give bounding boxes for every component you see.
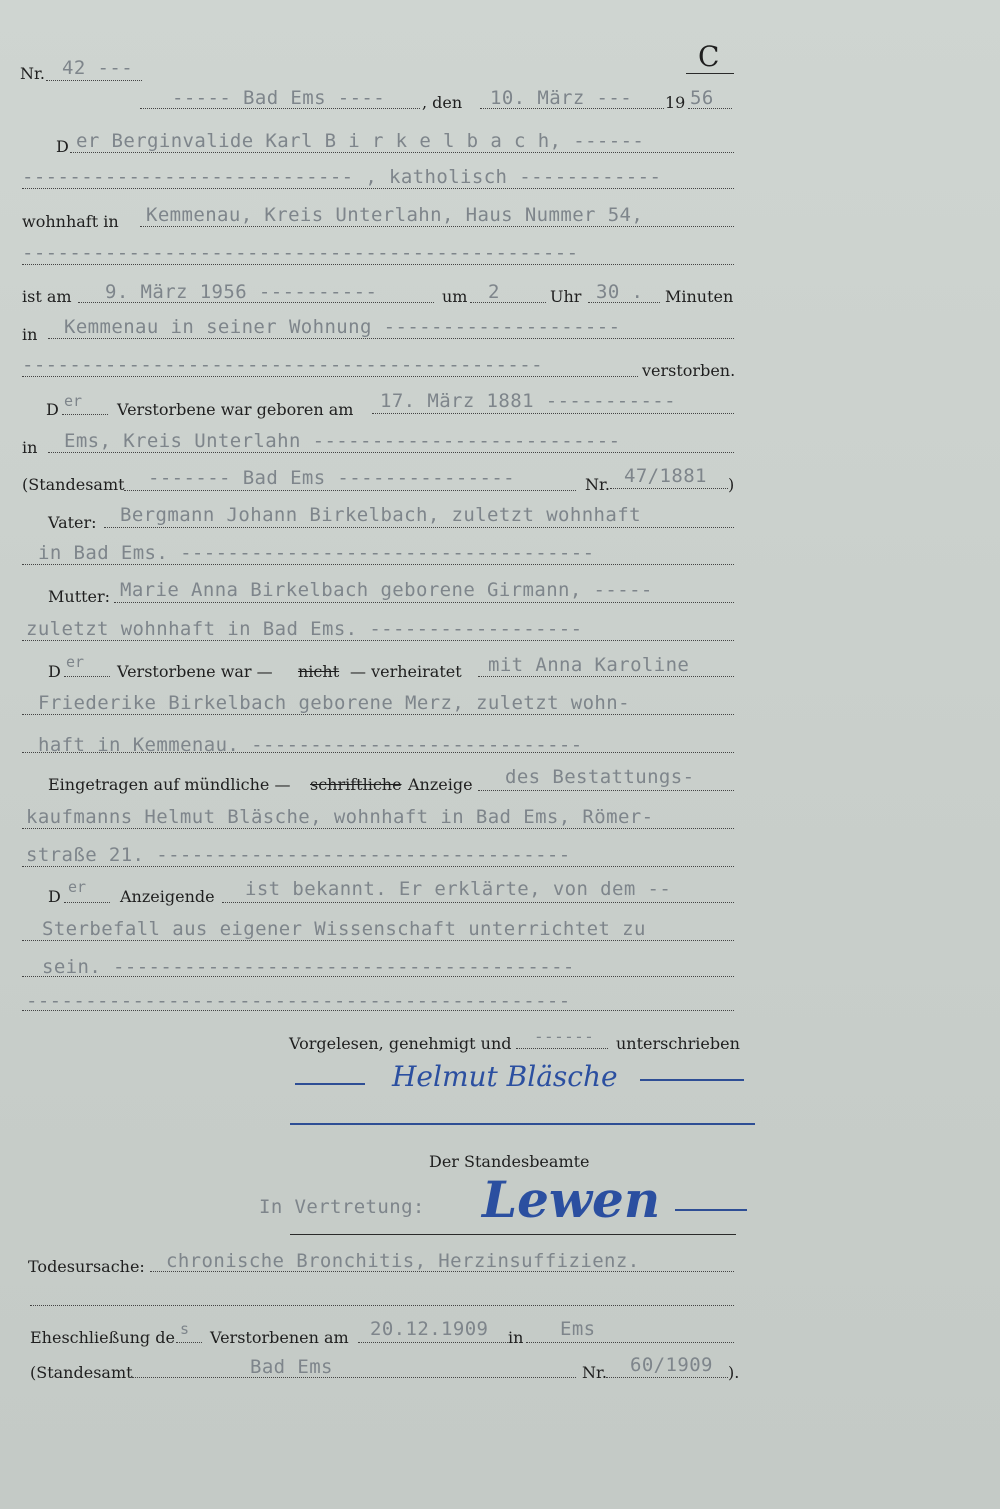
gender-suffix: er <box>64 392 83 410</box>
signature-stroke <box>295 1083 365 1085</box>
dotted-line <box>62 414 108 415</box>
dotted-line <box>222 902 734 903</box>
dotted-line <box>22 752 734 753</box>
birth-date: 17. März 1881 ----------- <box>380 390 676 412</box>
report-label-b: Anzeige <box>408 775 473 794</box>
cause-of-death: chronische Bronchitis, Herzinsuffizienz. <box>166 1250 640 1272</box>
dotted-line <box>688 108 732 109</box>
deceased-intro: er Berginvalide Karl B i r k e l b a c h, ------ <box>76 130 645 152</box>
dotted-line <box>30 1305 734 1306</box>
signature-line <box>290 1234 736 1235</box>
cause-label: Todesursache: <box>28 1257 145 1276</box>
dotted-line <box>22 376 638 377</box>
um-label: um <box>442 287 468 306</box>
residence: Kemmenau, Kreis Unterlahn, Haus Nummer 54, <box>146 204 644 226</box>
struck-nicht: nicht <box>298 662 340 681</box>
dotted-line <box>48 338 734 339</box>
father-line1: Bergmann Johann Birkelbach, zuletzt wohnhaft <box>120 504 641 526</box>
vorgelesen-label-a: Vorgelesen, genehmigt und <box>289 1034 512 1053</box>
struck-schriftliche: schriftliche <box>310 775 402 794</box>
official-label: Der Standesbeamte <box>429 1152 590 1171</box>
mother-line2: zuletzt wohnhaft in Bad Ems. ------------------ <box>26 618 583 640</box>
signature-stroke <box>675 1209 747 1211</box>
year-suffix: 56 <box>690 87 714 109</box>
dotted-line <box>610 488 728 489</box>
uhr-label: Uhr <box>550 287 582 306</box>
official-signature: Lewen <box>482 1170 661 1229</box>
dotted-line <box>22 828 734 829</box>
status-label-b: — verheiratet <box>350 662 462 681</box>
dotted-line <box>22 714 734 715</box>
dotted-line <box>22 976 734 977</box>
dotted-line <box>480 108 664 109</box>
dotted-line <box>478 676 734 677</box>
death-minutes: 30 . <box>596 281 644 303</box>
dotted-line <box>358 1342 508 1343</box>
dotted-line <box>526 1342 734 1343</box>
den-label: , den <box>422 93 463 112</box>
nr-label: Nr. <box>585 475 610 494</box>
informant-line6: sein. --------------------------------------- <box>42 956 575 978</box>
report-label-a: Eingetragen auf mündliche — <box>48 775 291 794</box>
informant-line5: Sterbefall aus eigener Wissenschaft unterrichtet zu <box>42 918 646 940</box>
paren-close: ). <box>728 1363 740 1382</box>
ist-am-label: ist am <box>22 287 72 306</box>
dotted-line <box>114 602 734 603</box>
paren-close: ) <box>728 475 735 494</box>
marriage-registry: Bad Ems <box>250 1356 333 1378</box>
dotted-line <box>22 866 734 867</box>
anzeigende-label: Anzeigende <box>120 887 215 906</box>
death-place: Kemmenau in seiner Wohnung -------------------- <box>64 316 621 338</box>
dotted-line <box>176 1342 202 1343</box>
wohnhaft-label: wohnhaft in <box>22 212 119 231</box>
dotted-line <box>124 490 576 491</box>
in-label: in <box>22 325 38 344</box>
ehe-in-label: in <box>508 1328 524 1347</box>
year-prefix: 19 <box>665 93 686 112</box>
marriage-place: Ems <box>560 1318 596 1340</box>
death-place-cont: -------------------------------------------- <box>22 354 543 376</box>
record-number: 42 --- <box>62 57 134 79</box>
letter-underline <box>686 73 734 74</box>
standesamt-label: (Standesamt <box>30 1363 133 1382</box>
d-prefix: D <box>48 887 61 906</box>
registry-place: ----- Bad Ems ---- <box>172 87 386 109</box>
vorgelesen-label-b: unterschrieben <box>616 1034 740 1053</box>
death-hour: 2 <box>488 281 500 303</box>
gender-suffix: er <box>66 653 85 671</box>
marriage-date: 20.12.1909 <box>370 1318 489 1340</box>
spouse-line2: Friederike Birkelbach geborene Merz, zuletzt wohn- <box>38 692 630 714</box>
dotted-line <box>470 302 546 303</box>
in-label: in <box>22 438 38 457</box>
dotted-line <box>22 564 734 565</box>
dotted-line <box>78 302 434 303</box>
register-letter: C <box>698 40 720 73</box>
death-date: 9. März 1956 ---------- <box>105 281 378 303</box>
dotted-line <box>22 264 734 265</box>
dotted-line <box>140 108 420 109</box>
mother-line1: Marie Anna Birkelbach geborene Girmann, ----- <box>120 579 653 601</box>
vorgelesen-fill: ------ <box>534 1027 595 1046</box>
dotted-line <box>64 676 110 677</box>
status-label-a: Verstorbene war — <box>117 662 273 681</box>
in-vertretung: In Vertretung: <box>259 1196 425 1218</box>
residence-cont: ----------------------------------------------- <box>22 242 579 264</box>
born-label: Verstorbene war geboren am <box>117 400 354 419</box>
verstorben-label: verstorben. <box>642 361 736 380</box>
dotted-line <box>48 452 734 453</box>
dotted-line <box>132 1377 576 1378</box>
spouse-line1: mit Anna Karoline <box>488 654 690 676</box>
informant-line7: ---------------------------------------------- <box>26 990 571 1012</box>
dotted-line <box>104 527 734 528</box>
marriage-record-number: 60/1909 <box>630 1354 713 1376</box>
gender-suffix: er <box>68 878 87 896</box>
informant-line3: straße 21. ----------------------------------- <box>26 844 571 866</box>
signature-line <box>290 1123 755 1125</box>
signature-stroke <box>640 1079 744 1081</box>
informant-line1: des Bestattungs- <box>505 766 695 788</box>
dotted-line <box>22 640 734 641</box>
d-prefix: D <box>48 662 61 681</box>
standesamt-label: (Standesamt <box>22 475 125 494</box>
dotted-line <box>64 902 110 903</box>
dotted-line <box>372 413 734 414</box>
spouse-line3: haft in Kemmenau. ---------------------------- <box>38 734 583 756</box>
religion-line: ---------------------------- , katholisch ------------ <box>22 166 662 188</box>
informant-signature: Helmut Bläsche <box>392 1060 618 1093</box>
nr-label: Nr. <box>582 1363 607 1382</box>
ehe-label-b: Verstorbenen am <box>210 1328 349 1347</box>
registration-date: 10. März --- <box>490 87 633 109</box>
father-line2: in Bad Ems. ----------------------------------- <box>38 542 595 564</box>
informant-line2: kaufmanns Helmut Bläsche, wohnhaft in Bad Ems, Römer- <box>26 806 654 828</box>
dotted-line <box>588 302 660 303</box>
informant-line4: ist bekannt. Er erklärte, von dem -- <box>245 878 672 900</box>
dotted-line <box>22 188 734 189</box>
dotted-line <box>46 80 142 81</box>
dotted-line <box>606 1377 728 1378</box>
birth-record-number: 47/1881 <box>624 465 707 487</box>
dotted-line <box>70 152 734 153</box>
dotted-line <box>516 1048 608 1049</box>
d-prefix: D <box>56 137 69 156</box>
dotted-line <box>22 940 734 941</box>
minuten-label: Minuten <box>665 287 734 306</box>
nr-label: Nr. <box>20 64 45 83</box>
vater-label: Vater: <box>48 513 97 532</box>
birth-place: Ems, Kreis Unterlahn -------------------------- <box>64 430 621 452</box>
birth-registry: ------- Bad Ems --------------- <box>148 467 516 489</box>
dotted-line <box>150 1271 734 1272</box>
d-prefix: D <box>46 400 59 419</box>
dotted-line <box>140 226 734 227</box>
mutter-label: Mutter: <box>48 587 111 606</box>
dotted-line <box>478 790 734 791</box>
dotted-line <box>22 1010 734 1011</box>
ehe-label-a: Eheschließung de <box>30 1328 175 1347</box>
ehe-suffix: s <box>180 1320 190 1338</box>
